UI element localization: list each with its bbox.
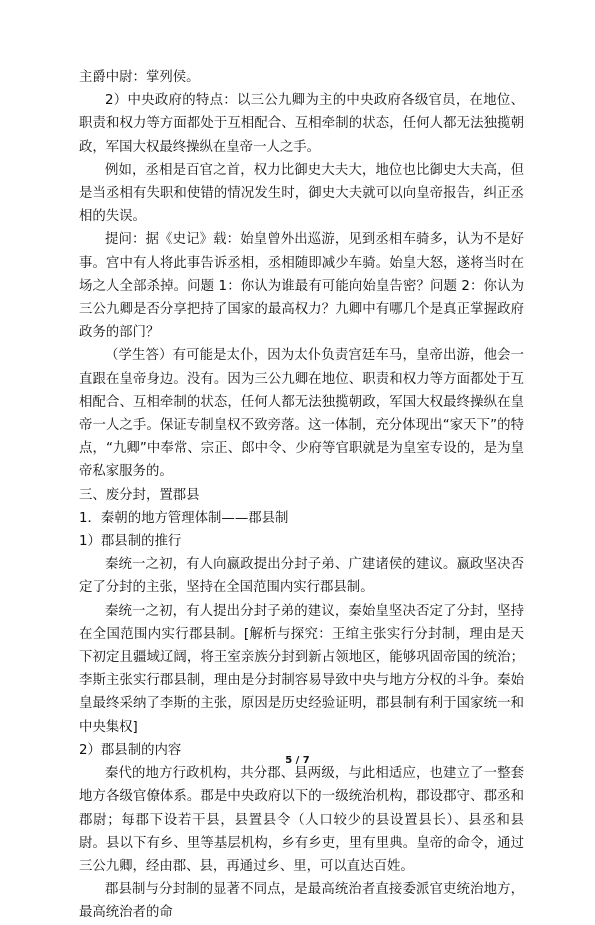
paragraph: 2）中央政府的特点：以三公九卿为主的中央政府各级官员，在地位、职责和权力等方面都处于互相配合、互相牵制的状态，任何人都无法独揽朝政，军国大权最终操纵在皇帝一人之手。 [79,93,524,155]
paragraph: 1．秦朝的地方管理体制——郡县制 [79,510,289,526]
paragraph: 郡县制与分封制的显著不同点，是最高统治者直接委派官吏统治地方，最高统治者的命 [79,882,524,921]
document-body [79,66,524,925]
page-number: 5 / 7 [285,755,310,766]
paragraph: 秦统一之初，有人向嬴政提出分封子弟、广建诸侯的建议。嬴政坚决否定了分封的主张，坚持在全国范围内实行郡县制。 [79,557,524,596]
paragraph: 例如，丞相是百官之首，权力比御史大夫大，地位也比御史大夫高，但是当丞相有失职和使错的情况发生时，御史大夫就可以向皇帝报告，纠正丞相的失误。 [79,162,524,225]
paragraph: 2）郡县制的内容 [79,742,182,758]
paragraph: 1）郡县制的推行 [79,534,182,550]
paragraph: 提问：据《史记》载：始皇曾外出巡游，见到丞相车骑多，认为不是好事。宫中有人将此事告诉丞相，丞相随即减少车骑。始皇大怒，遂将当时在场之人全部杀掉。问题 1：你认为谁最有可能向始皇告密？问题 2：你认为三公九卿是否分享把持了国家的最高权力？九卿中有哪几个是真正掌握政府政务的部门？ [79,232,524,341]
paragraph: 秦统一之初，有人提出分封子弟的建议，秦始皇坚决否定了分封，坚持在全国范围内实行郡县制。[解析与探究：王绾主张实行分封制，理由是天下初定且疆域辽阔，将王室亲族分封到新占领地区，能够巩固帝国的统治；李斯主张实行郡县制，理由是分封制容易导致中央与地方分权的斗争。秦始皇最终采纳了李斯的主张，原因是历史经验证明，郡县制有利于国家统一和中央集权] [79,603,524,735]
paragraph: 主爵中尉：掌列侯。 [79,70,200,85]
paragraph: 三、废分封，置郡县 [79,487,200,503]
paragraph: 秦代的地方行政机构，共分郡、县两级，与此相适应，也建立了一整套地方各级官僚体系。郡是中央政府以下的一级统治机构，郡设郡守、郡丞和郡尉；每郡下设若干县，县置县令（人口较少的县设置县长）、县丞和县尉。县以下有乡、里等基层机构，乡有乡吏，里有里典。皇帝的命令，通过三公九卿，经由郡、县，再通过乡、里，可以直达百姓。 [79,766,524,874]
paragraph: （学生答）有可能是太仆，因为太仆负责宫廷车马，皇帝出游，他会一直跟在皇帝身边。没有。因为三公九卿在地位、职责和权力等方面都处于互相配合、互相牵制的状态，任何人都无法独揽朝政，军国大权最终操纵在皇帝一人之手。保证专制皇权不致旁落。这一体制，充分体现出“家天下”的特点，“九卿”中奉常、宗正、郎中令、少府等官职就是为皇室专设的，是为皇帝私家服务的。 [79,348,524,480]
